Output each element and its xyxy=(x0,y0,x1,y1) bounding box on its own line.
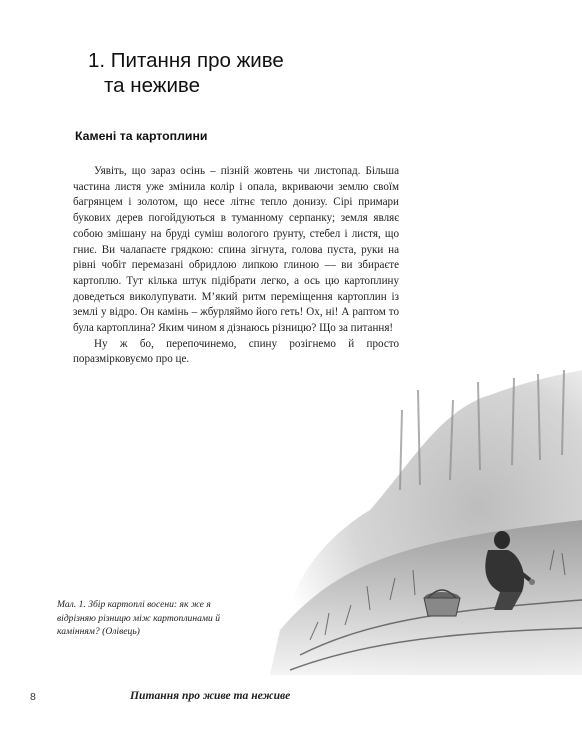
chapter-title-line1: 1. Питання про живе xyxy=(88,49,284,72)
paragraph-2: Ну ж бо, перепочинемо, спину розігнемо й просто поразмірковуємо про це. xyxy=(73,337,399,366)
section-heading: Камені та картоплини xyxy=(75,129,208,143)
figure-caption: Мал. 1. Збір картоплі восени: як же я відрізняю різницю між картоплинами й камінням? (Олівець) xyxy=(57,599,220,637)
body-text xyxy=(73,164,399,368)
paragraph-1: Уявіть, що зараз осінь – пізній жовтень чи листопад. Більша частина листя уже змінила колір і опала, вкриваючи землю своїм багрянцем і золотом, що несе літнє тепло донизу. Сірі примари букових дерев погойдуються в туманному серпанку; земля являє собою змішану на бруді суміш вологого ґрунту, стебел і листя, що гниє. Ви чалапаєте грядкою: спина зігнута, голова пуста, руки на рівні чобіт перемазані обридлою липкою глиною — ви збираєте картоплю. Тут кілька штук підібрати легко, а ось цю картоплину доведеться виколупувати. М’який ритм переміщення картоплин із землі у відро. Он камінь – жбурляймо його геть! Ох, ні! А раптом то була картоплина? Яким чином я дізнаюсь різницю? Що за питання! xyxy=(73,165,399,335)
chapter-title xyxy=(88,48,284,98)
chapter-title-line2: та неживе xyxy=(104,74,200,97)
page-number: 8 xyxy=(30,691,36,703)
running-title: Питання про живе та неживе xyxy=(130,689,291,702)
potato-harvest-illustration xyxy=(250,370,582,675)
potato-basket xyxy=(424,590,460,616)
